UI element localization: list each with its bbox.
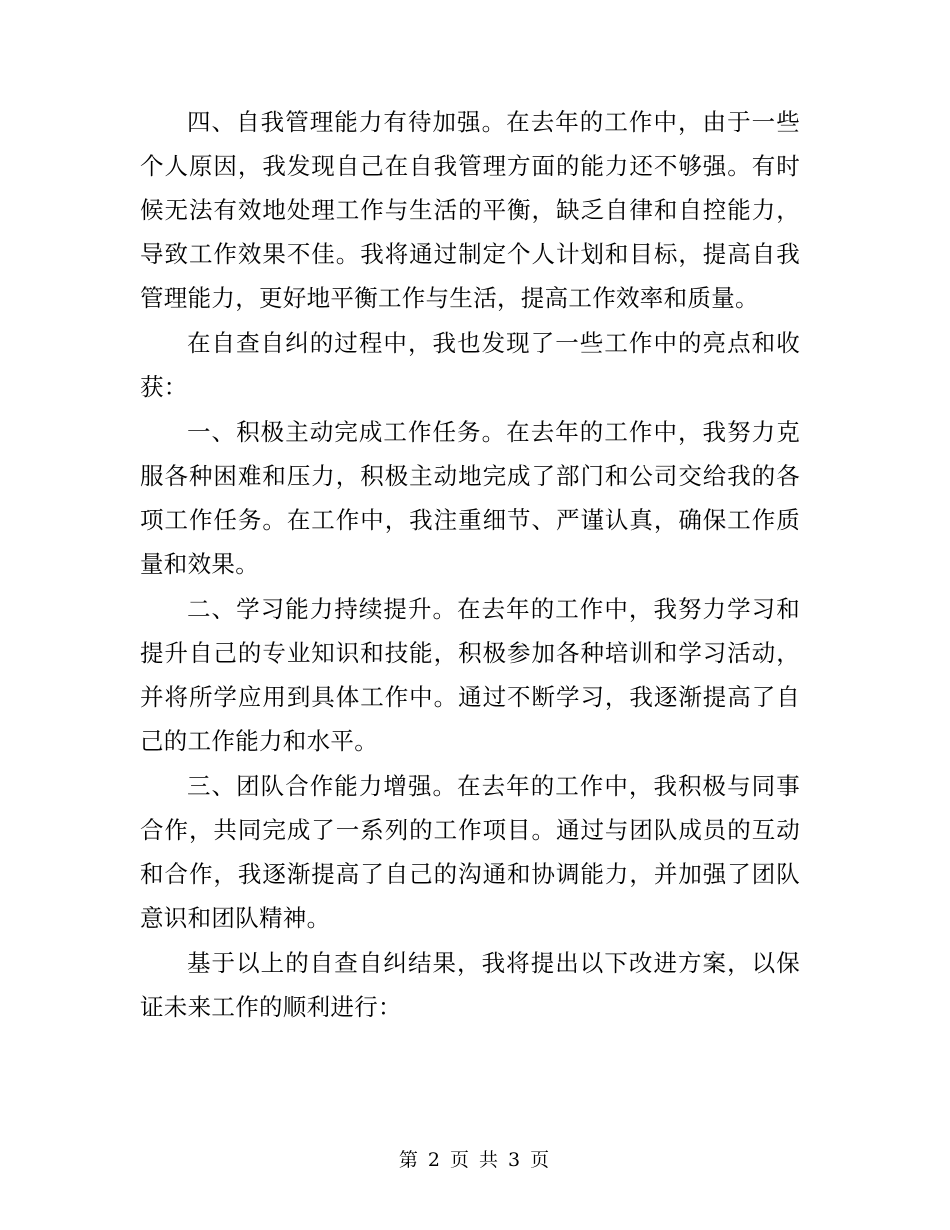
paragraph-improvement-plan-intro: 基于以上的自查自纠结果，我将提出以下改进方案，以保证未来工作的顺利进行： <box>140 949 800 1021</box>
paragraph-highlights-intro: 在自查自纠的过程中，我也发现了一些工作中的亮点和收获： <box>140 329 800 401</box>
paragraph-self-management: 四、自我管理能力有待加强。在去年的工作中，由于一些个人原因，我发现自己在自我管理方面的能力还不够强。有时候无法有效地处理工作与生活的平衡，缺乏自律和自控能力，导致工作效果不佳。我将通过制定个人计划和目标，提高自我管理能力，更好地平衡工作与生活，提高工作效率和质量。 <box>140 108 800 312</box>
paragraph-learning-ability: 二、学习能力持续提升。在去年的工作中，我努力学习和提升自己的专业知识和技能，积极参加各种培训和学习活动，并将所学应用到具体工作中。通过不断学习，我逐渐提高了自己的工作能力和水平。 <box>140 595 800 755</box>
document-body <box>140 100 800 1030</box>
paragraph-proactive-tasks: 一、积极主动完成工作任务。在去年的工作中，我努力克服各种困难和压力，积极主动地完成了部门和公司交给我的各项工作任务。在工作中，我注重细节、严谨认真，确保工作质量和效果。 <box>140 418 800 578</box>
page-number-footer: 第 2 页 共 3 页 <box>398 1149 552 1171</box>
paragraph-teamwork: 三、团队合作能力增强。在去年的工作中，我积极与同事合作，共同完成了一系列的工作项目。通过与团队成员的互动和合作，我逐渐提高了自己的沟通和协调能力，并加强了团队意识和团队精神。 <box>140 772 800 932</box>
